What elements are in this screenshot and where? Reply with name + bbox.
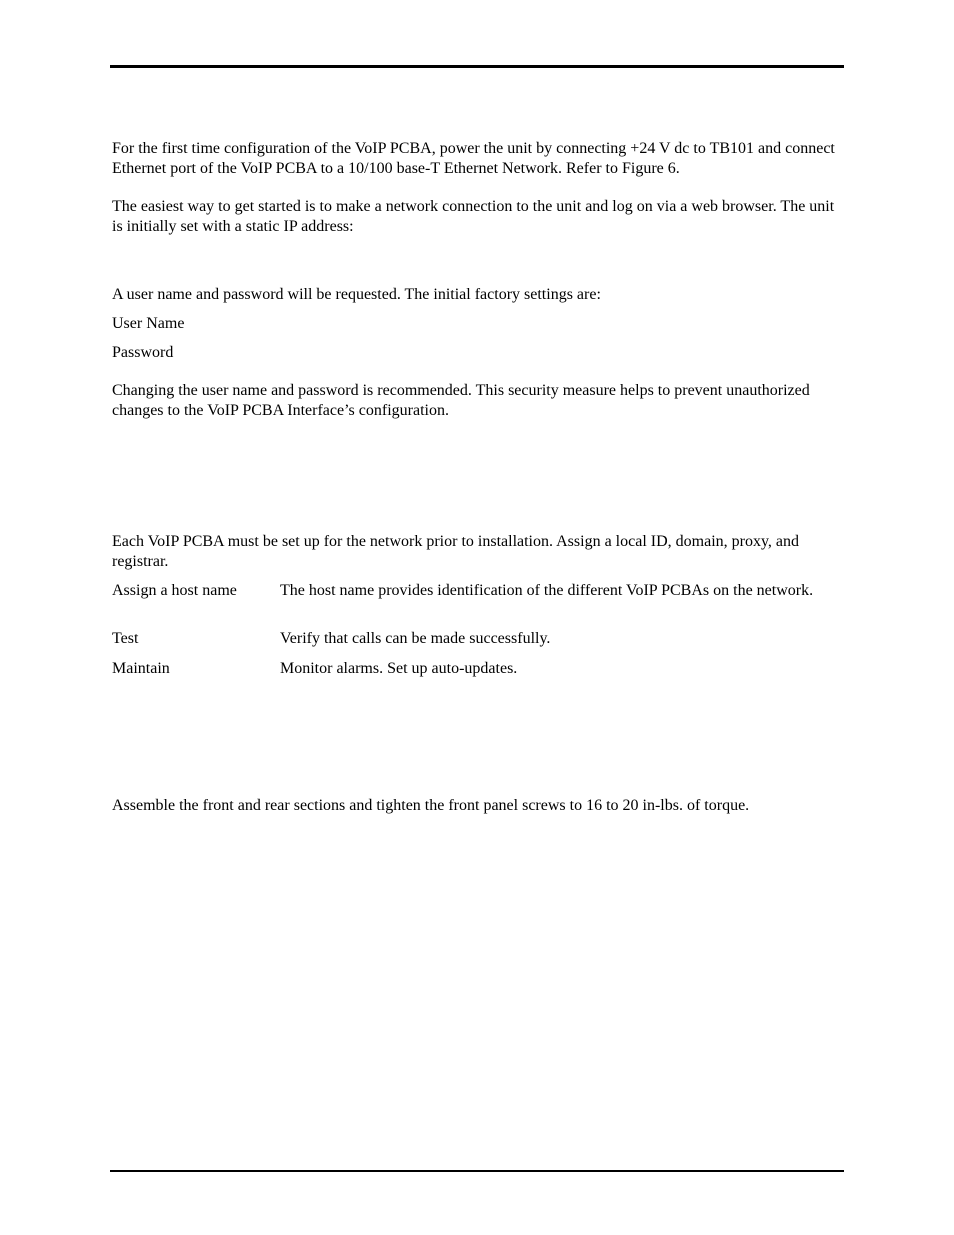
footer-rule [110,1170,844,1172]
password-label: Password [112,344,174,361]
step-desc-host-name: The host name provides identification of the different VoIP PCBAs on the network. [280,582,814,599]
intro-paragraph-credentials: A user name and password will be requested. The initial factory settings are: [112,286,601,303]
step-term-test: Test [112,630,139,647]
step-desc-maintain: Monitor alarms. Set up auto-updates. [280,660,518,677]
intro-paragraph-security: Changing the user name and password is recommended. This security measure helps to prevent unauthorized changes to the VoIP PCBA Interface’s configuration. [112,382,810,419]
step-desc-test: Verify that calls can be made successfully. [280,630,551,647]
setup-paragraph: Each VoIP PCBA must be set up for the network prior to installation. Assign a local ID, domain, proxy, and registrar. [112,533,800,570]
assembly-paragraph: Assemble the front and rear sections and tighten the front panel screws to 16 to 20 in-lbs. of torque. [112,797,750,814]
intro-paragraph-web-browser: The easiest way to get started is to make a network connection to the unit and log on via a web browser. The unit is initially set with a static IP address: [112,198,835,235]
user-name-label: User Name [112,315,185,332]
step-term-maintain: Maintain [112,660,170,677]
intro-paragraph-power: For the first time configuration of the VoIP PCBA, power the unit by connecting +24 V dc to TB101 and connect Ethernet port of the VoIP PCBA to a 10/100 base-T Ethernet Network. Refer to Figure 6. [112,140,835,177]
step-term-host-name: Assign a host name [112,582,237,599]
header-rule [110,65,844,68]
